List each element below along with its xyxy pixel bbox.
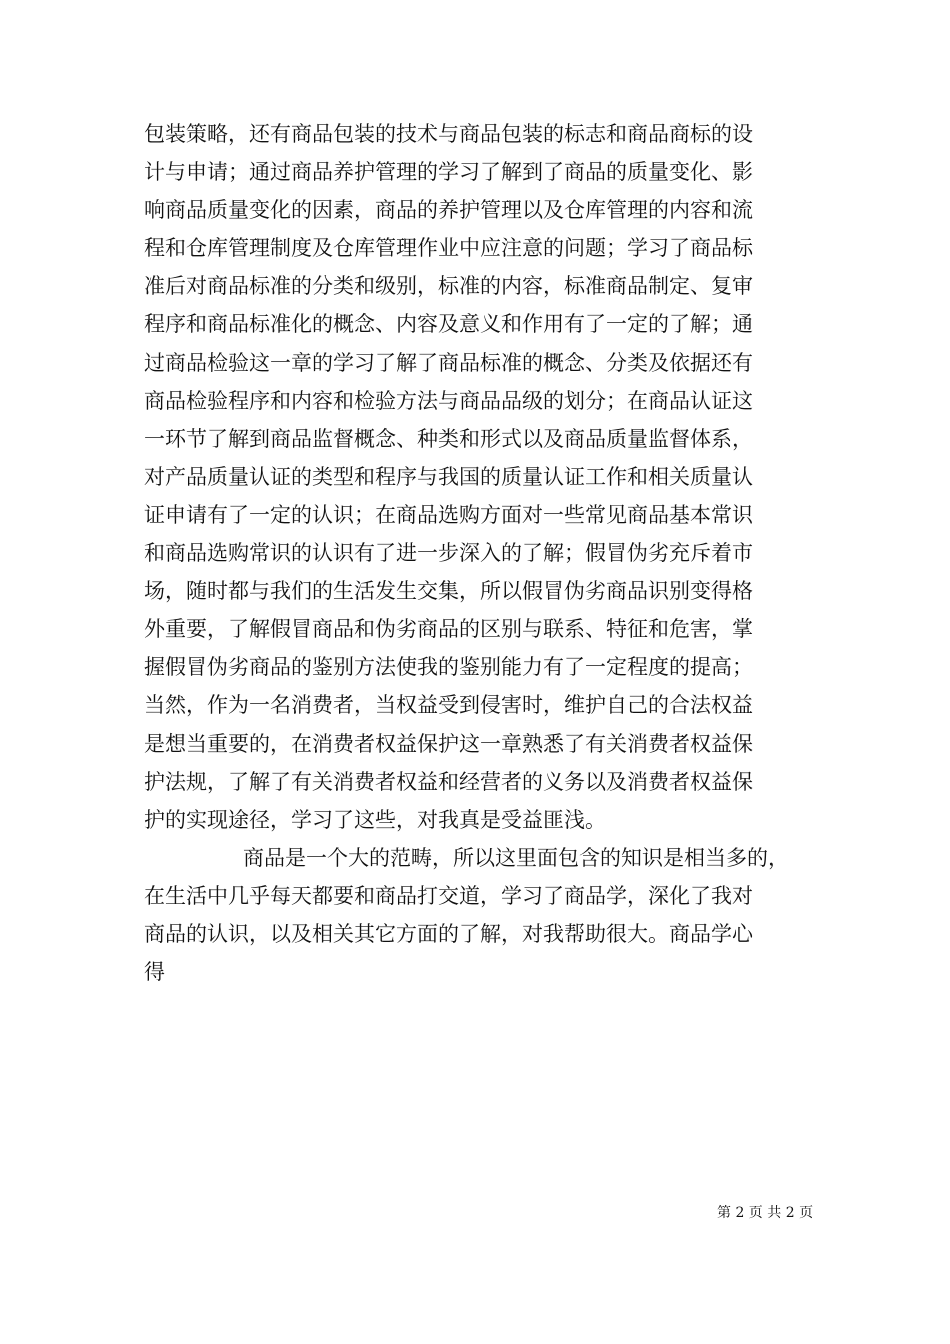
text-line: 是想当重要的，在消费者权益保护这一章熟悉了有关消费者权益保	[144, 731, 753, 756]
page-number-footer: 第 2 页 共 2 页	[717, 1205, 814, 1221]
paragraph-1	[144, 115, 824, 839]
text-line: 商品检验程序和内容和检验方法与商品品级的划分；在商品认证这	[144, 388, 753, 413]
text-line: 程序和商品标准化的概念、内容及意义和作用有了一定的了解；通	[144, 312, 753, 337]
text-line: 在生活中几乎每天都要和商品打交道，学习了商品学，深化了我对	[144, 883, 753, 908]
text-line: 计与申请；通过商品养护管理的学习了解到了商品的质量变化、影	[144, 160, 753, 185]
text-line: 响商品质量变化的因素，商品的养护管理以及仓库管理的内容和流	[144, 198, 753, 223]
text-line: 外重要，了解假冒商品和伪劣商品的区别与联系、特征和危害，掌	[144, 617, 753, 642]
text-line: 场，随时都与我们的生活发生交集，所以假冒伪劣商品识别变得格	[144, 579, 753, 604]
text-line: 准后对商品标准的分类和级别，标准的内容，标准商品制定、复审	[144, 274, 753, 299]
text-line: 商品是一个大的范畴，所以这里面包含的知识是相当多的，	[243, 845, 789, 870]
text-line: 和商品选购常识的认识有了进一步深入的了解；假冒伪劣充斥着市	[144, 541, 753, 566]
text-line: 过商品检验这一章的学习了解了商品标准的概念、分类及依据还有	[144, 350, 753, 375]
text-line: 护法规，了解了有关消费者权益和经营者的义务以及消费者权益保	[144, 769, 753, 794]
text-line: 包装策略，还有商品包装的技术与商品包装的标志和商品商标的设	[144, 122, 753, 146]
text-line: 商品的认识，以及相关其它方面的了解，对我帮助很大。商品学心	[144, 921, 753, 946]
text-line: 对产品质量认证的类型和程序与我国的质量认证工作和相关质量认	[144, 464, 753, 489]
document-body	[144, 115, 824, 991]
paragraph-2	[144, 839, 824, 991]
text-line: 一环节了解到商品监督概念、种类和形式以及商品质量监督体系，	[144, 426, 753, 451]
text-line: 护的实现途径，学习了这些，对我真是受益匪浅。	[144, 807, 606, 832]
text-line: 握假冒伪劣商品的鉴别方法使我的鉴别能力有了一定程度的提高；	[144, 655, 753, 680]
text-line: 当然，作为一名消费者，当权益受到侵害时，维护自己的合法权益	[144, 693, 753, 718]
text-line: 证申请有了一定的认识；在商品选购方面对一些常见商品基本常识	[144, 502, 753, 527]
text-line: 得	[144, 960, 165, 985]
text-line: 程和仓库管理制度及仓库管理作业中应注意的问题；学习了商品标	[144, 236, 753, 261]
